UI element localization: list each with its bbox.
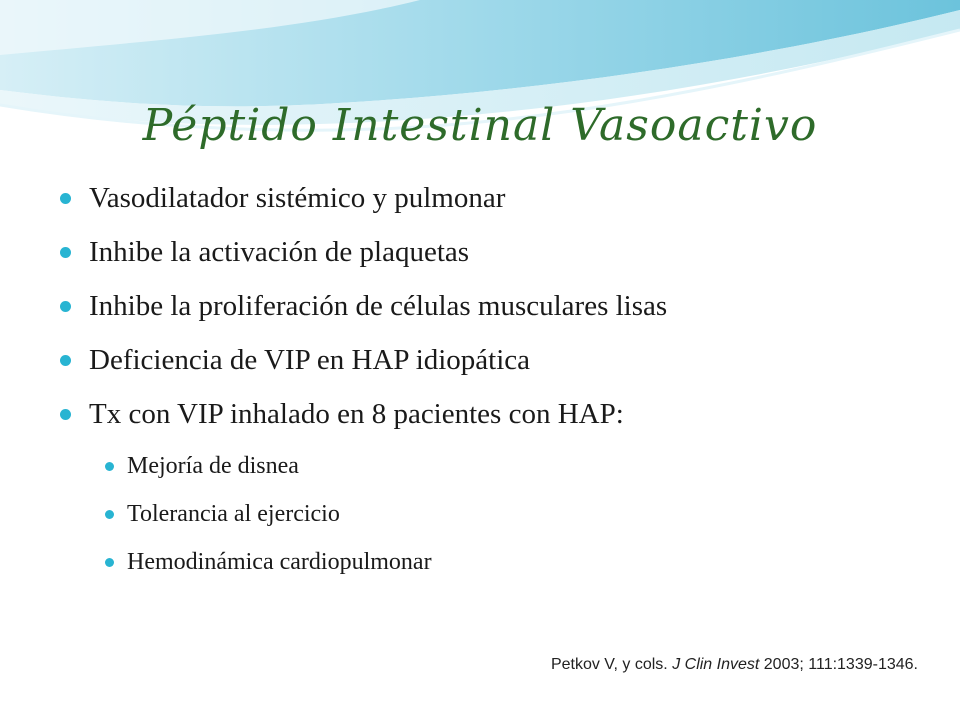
bullet-item xyxy=(60,286,667,340)
bullet-dot-icon xyxy=(60,247,71,258)
bullet-dot-icon xyxy=(105,462,114,471)
bullet-item xyxy=(60,340,667,394)
sub-bullet-text: Tolerancia al ejercicio xyxy=(127,501,340,527)
sub-bullet-text: Hemodinámica cardiopulmonar xyxy=(127,549,432,575)
bullet-dot-icon xyxy=(60,409,71,420)
sub-bullet-item xyxy=(60,544,667,592)
bullet-text: Inhibe la proliferación de células musculares lisas xyxy=(89,290,668,322)
sub-bullet-text: Mejoría de disnea xyxy=(127,453,299,479)
bullet-item xyxy=(60,232,667,286)
bullet-list xyxy=(60,178,667,592)
citation-journal: J Clin Invest xyxy=(672,656,760,673)
bullet-dot-icon xyxy=(60,301,71,312)
bullet-dot-icon xyxy=(60,193,71,204)
bullet-item xyxy=(60,394,667,448)
bullet-text: Vasodilatador sistémico y pulmonar xyxy=(89,182,506,214)
bullet-dot-icon xyxy=(105,510,114,519)
sub-bullet-item xyxy=(60,496,667,544)
citation-details: 2003; 111:1339-1346. xyxy=(763,656,918,673)
bullet-dot-icon xyxy=(105,558,114,567)
bullet-text: Tx con VIP inhalado en 8 pacientes con HAP: xyxy=(89,398,624,430)
slide-title: Péptido Intestinal Vasoactivo xyxy=(142,100,818,151)
bullet-item xyxy=(60,178,667,232)
sub-bullet-item xyxy=(60,448,667,496)
bullet-text: Inhibe la activación de plaquetas xyxy=(89,236,470,268)
citation xyxy=(551,656,918,674)
citation-authors: Petkov V, y cols. xyxy=(550,656,668,673)
bullet-text: Deficiencia de VIP en HAP idiopática xyxy=(89,344,531,376)
bullet-dot-icon xyxy=(60,355,71,366)
